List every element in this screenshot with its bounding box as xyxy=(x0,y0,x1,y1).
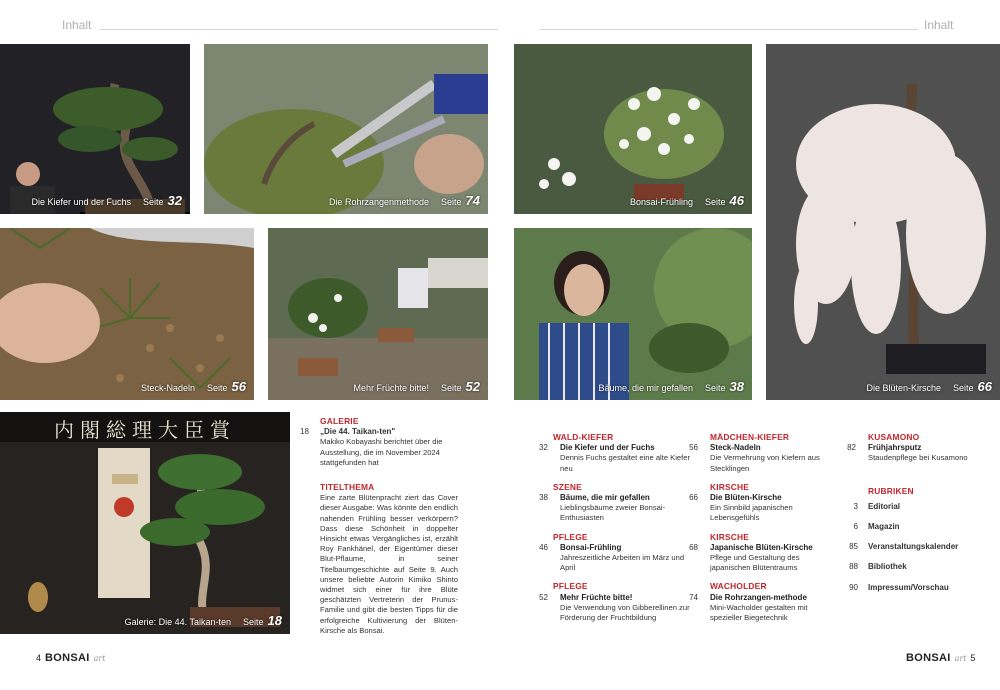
magazine-logo-art: art xyxy=(93,653,106,663)
toc-entry-pflege-1[interactable]: PFLEGE 46 Bonsai-Frühling Jahreszeitliche Arbeiten im März und April xyxy=(539,531,685,573)
weeping-cherry-image xyxy=(766,44,1000,400)
header-left: Inhalt xyxy=(62,18,92,32)
page-number-right: 5 xyxy=(970,653,976,663)
rubrik-impressum[interactable]: 90 Impressum/Vorschau xyxy=(849,582,949,592)
toc-entry-kirsche-1[interactable]: KIRSCHE 66 Die Blüten-Kirsche Ein Sinnbild japanischen Lebensgefühls xyxy=(689,481,793,523)
rubriken-label: RUBRIKEN xyxy=(868,485,914,496)
toc-column-3 xyxy=(828,432,988,603)
footer-left xyxy=(36,652,105,664)
toc-entry-wacholder[interactable]: WACHOLDER 74 Die Rohrzangen-methode Mini-Wacholder gestalten mit spezieller Biegetechnik xyxy=(689,581,808,623)
galerie-page-number: 18 xyxy=(300,427,309,437)
page-number-left: 4 xyxy=(36,653,42,663)
photo-caption: Mehr Früchte bitte! Seite 52 xyxy=(353,379,480,394)
footer-right xyxy=(906,652,975,664)
toc-entry-maedchen-kiefer[interactable]: MÄDCHEN-KIEFER 56 Steck-Nadeln Die Vermehrung von Kiefern aus Stecklingen xyxy=(689,432,820,473)
titelthema-text: Eine zarte Blütenpracht ziert das Cover dieser Ausgabe: Was könnte den endlich nahenden Frühling besser verkörpern? Dass diese Schönheit in doppelter Hinsicht etwas Vergängliches ist, erzählt Roy Fankhänel, der Eigentümer dieser Blut-Pflaume, in seiner Titelbaumgeschichte auf Seite 9. Auch unsere beliebte Autorin Kimiko Shinto widmet sich einer für ihre Blüte geschätzten Vertreterin der Prunus-Familie und gibt die besten Tipps für die erfolgreiche Kultivierung der Blüten-Kirsche als Bonsai. xyxy=(320,493,458,635)
photo-caption: Bäume, die mir gefallen Seite 38 xyxy=(598,379,744,394)
rubrik-editorial[interactable]: 3 Editorial xyxy=(853,501,901,511)
photo-bonsai-fruehling[interactable] xyxy=(514,44,752,214)
photo-baeume-gefallen[interactable] xyxy=(514,228,752,400)
exhibition-bonsai-image xyxy=(0,412,290,634)
rubrik-bibliothek[interactable]: 88 Bibliothek xyxy=(849,562,907,572)
photo-blueten-kirsche[interactable] xyxy=(766,44,1000,400)
photo-steck-nadeln[interactable] xyxy=(0,228,254,400)
toc-column-2 xyxy=(670,432,830,631)
toc-entry-wald-kiefer[interactable]: WALD-KIEFER 32 Die Kiefer und der Fuchs Dennis Fuchs gestaltet eine alte Kiefer neu xyxy=(539,432,691,473)
toc-entry-kirsche-2[interactable]: KIRSCHE 68 Japanische Blüten-Kirsche Pflege und Gestaltung des japanischen Blütentraums xyxy=(689,531,813,573)
pliers-bending-image xyxy=(204,44,488,214)
magazine-logo: BONSAI xyxy=(45,652,90,664)
photo-galerie-taikan-ten[interactable] xyxy=(0,412,290,634)
galerie-description: Makiko Kobayashi berichtet über die Ausstellung, die im November 2024 stattgefunden hat xyxy=(320,437,443,467)
woman-bonsai-image xyxy=(514,228,752,400)
toc-entry-kusamono[interactable]: KUSAMONO 82 Frühjahrsputz Staudenpflege bei Kusamono xyxy=(847,432,968,463)
magazine-logo-art: art xyxy=(954,653,967,663)
galerie-column xyxy=(300,416,458,636)
rubrik-veranstaltungskalender[interactable]: 85 Veranstaltungskalender xyxy=(849,542,959,552)
photo-caption: Bonsai-Frühling Seite 46 xyxy=(629,193,744,208)
photo-caption: Die Kiefer und der Fuchs Seite 32 xyxy=(31,193,182,208)
galerie-section-label: GALERIE xyxy=(320,416,359,426)
galerie-title: „Die 44. Taikan-ten" xyxy=(320,427,396,437)
photo-mehr-fruechte[interactable] xyxy=(268,228,488,400)
photo-caption: Galerie: Die 44. Taikan-ten Seite 18 xyxy=(124,613,282,628)
pine-cuttings-image xyxy=(0,228,254,400)
toc-entry-szene[interactable]: SZENE 38 Bäume, die mir gefallen Lieblingsbäume zweier Bonsai-Enthusiasten xyxy=(539,481,666,523)
header-right: Inhalt xyxy=(924,18,954,32)
rubrik-magazin[interactable]: 6 Magazin xyxy=(853,522,900,532)
photo-caption: Die Rohrzangenmethode Seite 74 xyxy=(328,193,480,208)
toc-entry-pflege-2[interactable]: PFLEGE 52 Mehr Früchte bitte! Die Verwendung von Gibberellinen zur Förderung der Fruchtbildung xyxy=(539,581,690,623)
header-rule-right xyxy=(540,29,918,30)
pine-tree-image xyxy=(0,44,190,214)
galerie-entry xyxy=(300,427,458,468)
flowering-bonsai-image xyxy=(514,44,752,214)
photo-caption: Die Blüten-Kirsche Seite 66 xyxy=(866,379,992,394)
titelthema-section-label: TITELTHEMA xyxy=(320,482,375,493)
photo-kiefer-fuchs[interactable] xyxy=(0,44,190,214)
toc-column-1 xyxy=(520,432,690,631)
header-rule-left xyxy=(100,29,498,30)
banner-text: 内閣総理大臣賞 xyxy=(54,418,236,442)
spraying-bonsai-image xyxy=(268,228,488,400)
photo-rohrzangenmethode[interactable] xyxy=(204,44,488,214)
photo-caption: Steck-Nadeln Seite 56 xyxy=(140,379,246,394)
magazine-logo: BONSAI xyxy=(906,652,951,664)
